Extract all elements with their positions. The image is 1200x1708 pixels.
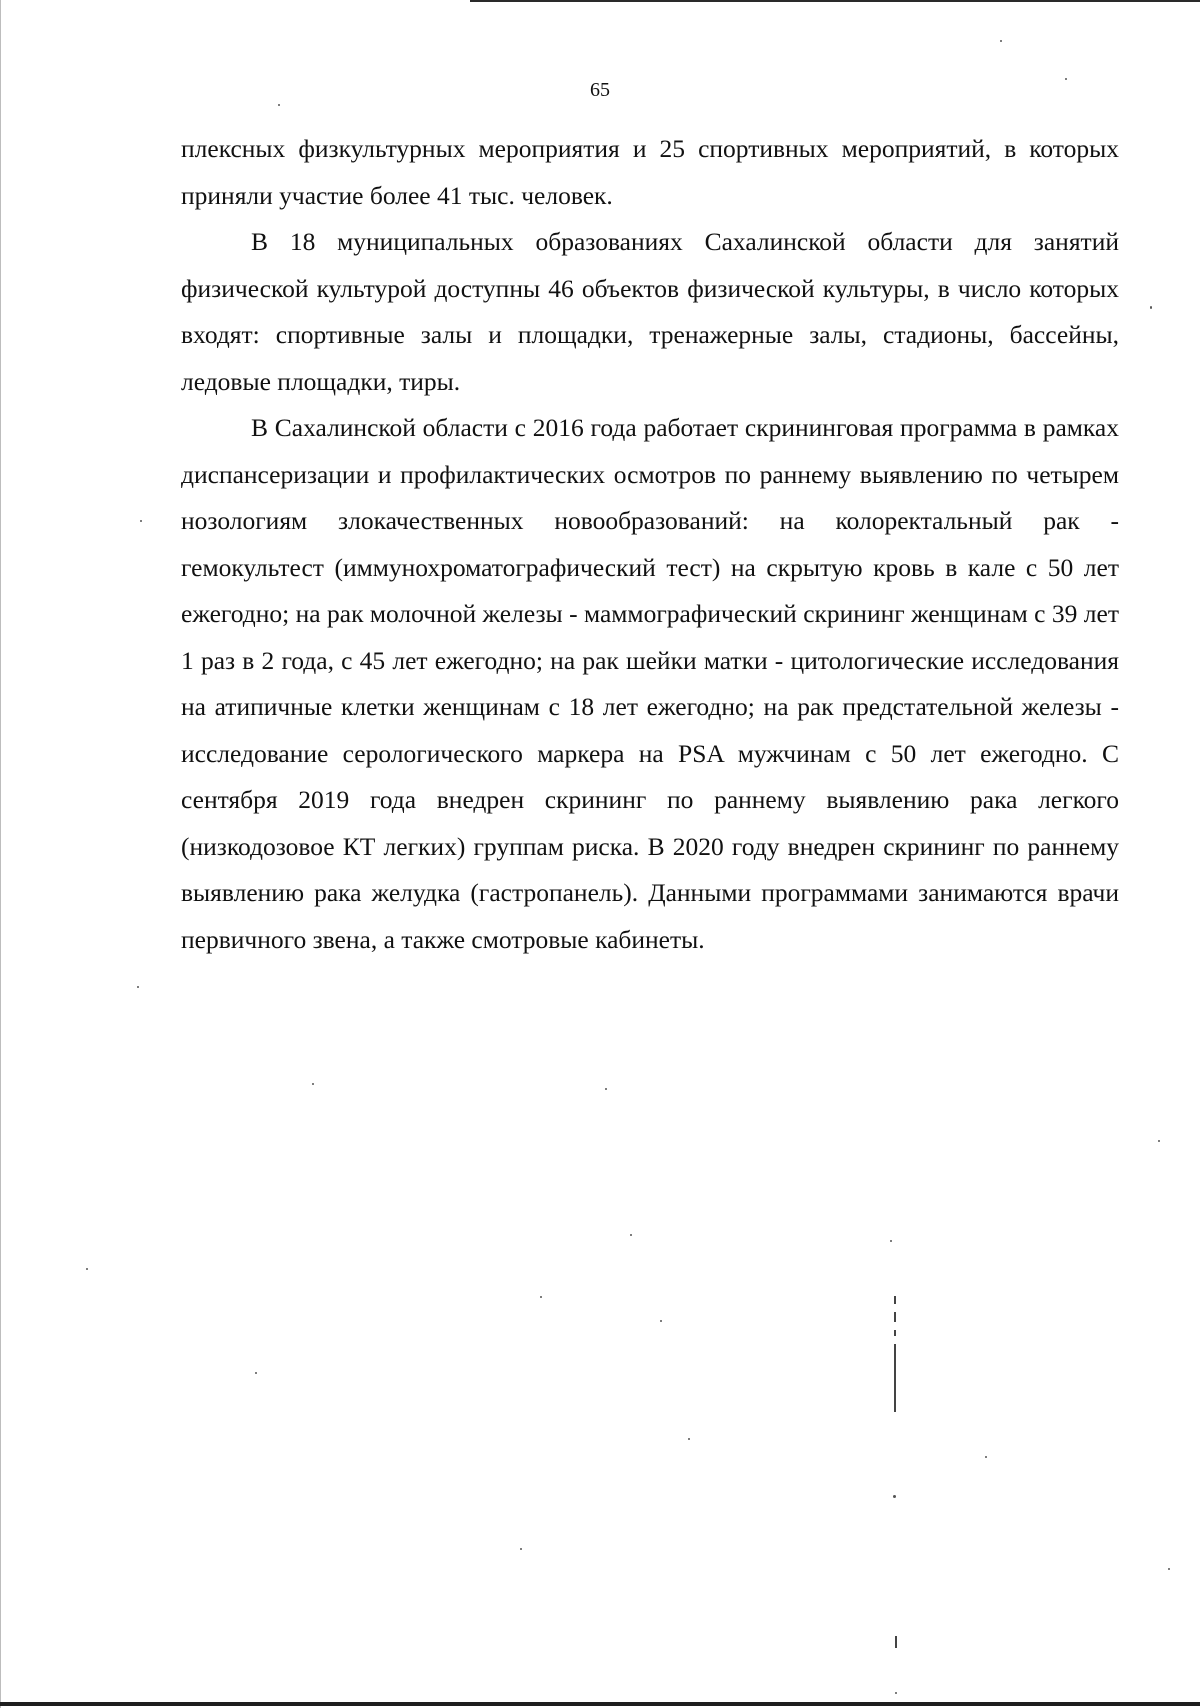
scan-speck <box>540 1296 542 1298</box>
scan-speck <box>312 1083 314 1085</box>
scan-speck <box>890 1240 892 1242</box>
scan-streak <box>894 1296 896 1304</box>
scan-speck <box>140 520 142 522</box>
scan-speck <box>86 1268 88 1270</box>
scan-speck <box>255 1372 257 1374</box>
scan-edge-top <box>470 0 1200 2</box>
scan-streak <box>894 1344 896 1412</box>
scan-speck <box>278 104 280 106</box>
scan-streak <box>894 1330 896 1336</box>
scan-speck <box>630 1234 632 1236</box>
body-text <box>181 126 1119 963</box>
scan-edge-bottom <box>0 1702 1200 1706</box>
paragraph-sports-facilities: В 18 муниципальных образованиях Сахалинской области для занятий физической культурой доступны 46 объектов физической культуры, в число которых входят: спортивные залы и площадки, тренажерные залы, стадионы, бассейны, ледовые площадки, тиры. <box>181 227 1119 396</box>
scan-speck <box>1168 1568 1170 1570</box>
scan-speck <box>1000 40 1002 42</box>
paragraph-screening-program: В Сахалинской области с 2016 года работает скрининговая программа в рамках диспансеризации и профилактических осмотров по раннему выявлению по четырем нозологиям злокачественных новообразований: на колоректальный рак - гемокультест (иммунохроматографический тест) на скрытую кровь в кале с 50 лет ежегодно; на рак молочной железы - маммографический скрининг женщинам с 39 лет 1 раз в 2 года, с 45 лет ежегодно; на рак шейки матки - цитологические исследования на атипичные клетки женщинам с 18 лет ежегодно; на рак предстательной железы - исследование серологического маркера на PSA мужчинам с 50 лет ежегодно. С сентября 2019 года внедрен скрининг по раннему выявлению рака легкого (низкодозовое КТ легких) группам риска. В 2020 году внедрен скрининг по раннему выявлению рака желудка (гастропанель). Данными программами занимаются врачи первичного звена, а также смотровые кабинеты. <box>181 413 1119 954</box>
scan-edge-left <box>0 0 1 1708</box>
paragraph-continuation: плексных физкультурных мероприятия и 25 спортивных мероприятий, в которых приняли участие более 41 тыс. человек. <box>181 134 1119 210</box>
page-number: 65 <box>590 79 610 101</box>
scan-speck <box>1158 1140 1160 1142</box>
scan-speck <box>688 1438 690 1440</box>
scan-speck <box>605 1088 607 1090</box>
scan-streak <box>895 1636 897 1648</box>
scan-speck <box>520 1548 522 1550</box>
scan-speck <box>895 1692 897 1694</box>
scan-speck <box>985 1456 987 1458</box>
scan-streak <box>894 1312 896 1322</box>
scan-speck <box>893 1495 896 1498</box>
scan-speck <box>1150 306 1152 309</box>
scan-speck <box>660 1320 662 1322</box>
scan-speck <box>1065 78 1067 80</box>
scan-speck <box>137 986 139 988</box>
